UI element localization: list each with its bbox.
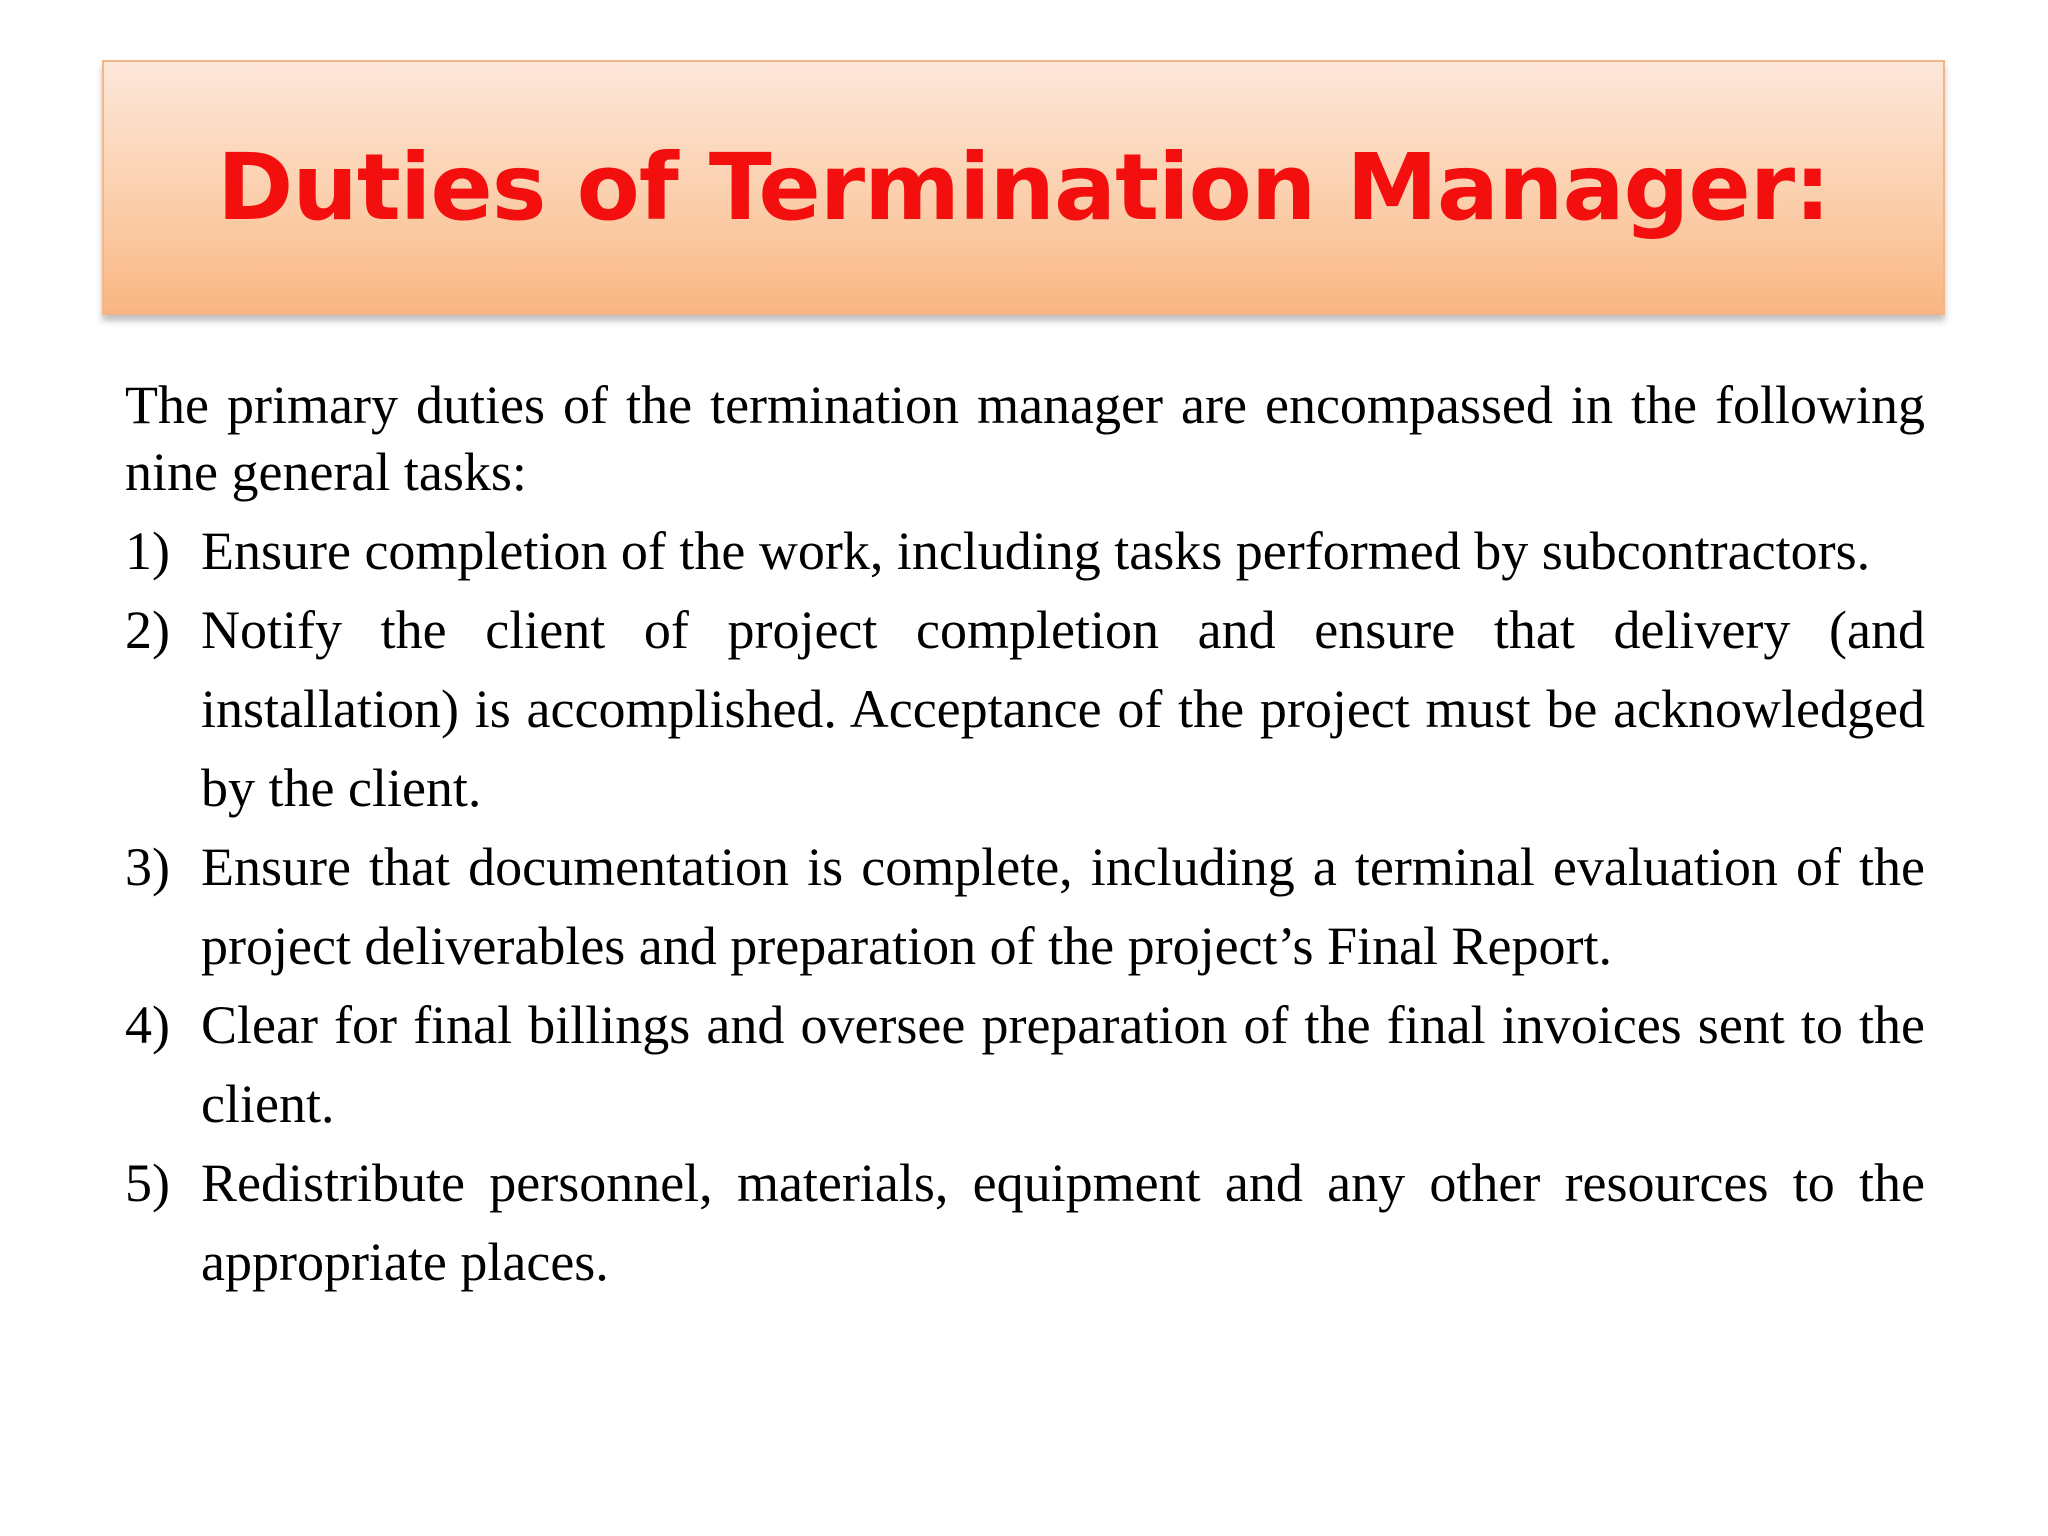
intro-paragraph: The primary duties of the termination manager are encompassed in the following nine general tasks: <box>125 375 1925 502</box>
slide-title: Duties of Termination Manager: <box>217 134 1830 241</box>
duty-number: 2) <box>125 600 170 660</box>
slide-body <box>125 372 1925 1302</box>
duty-list <box>125 512 1925 1302</box>
duty-text: Redistribute personnel, materials, equipment and any other resources to the appropriate places. <box>201 1153 1925 1292</box>
duty-text: Ensure completion of the work, including tasks performed by subcontractors. <box>201 521 1871 581</box>
duty-item <box>125 828 1925 986</box>
duty-item <box>125 986 1925 1144</box>
duty-text: Clear for final billings and oversee preparation of the final invoices sent to the client. <box>201 995 1925 1134</box>
title-banner <box>102 60 1945 315</box>
duty-item <box>125 1144 1925 1302</box>
duty-number: 5) <box>125 1153 170 1213</box>
duty-item <box>125 512 1925 591</box>
duty-number: 1) <box>125 521 170 581</box>
duty-text: Ensure that documentation is complete, including a terminal evaluation of the project deliverables and preparation of the project’s Final Report. <box>201 837 1925 976</box>
duty-text: Notify the client of project completion and ensure that delivery (and installation) is accomplished. Acceptance of the project must be acknowledged by the client. <box>201 600 1925 818</box>
duty-number: 3) <box>125 837 170 897</box>
duty-item <box>125 591 1925 828</box>
duty-number: 4) <box>125 995 170 1055</box>
